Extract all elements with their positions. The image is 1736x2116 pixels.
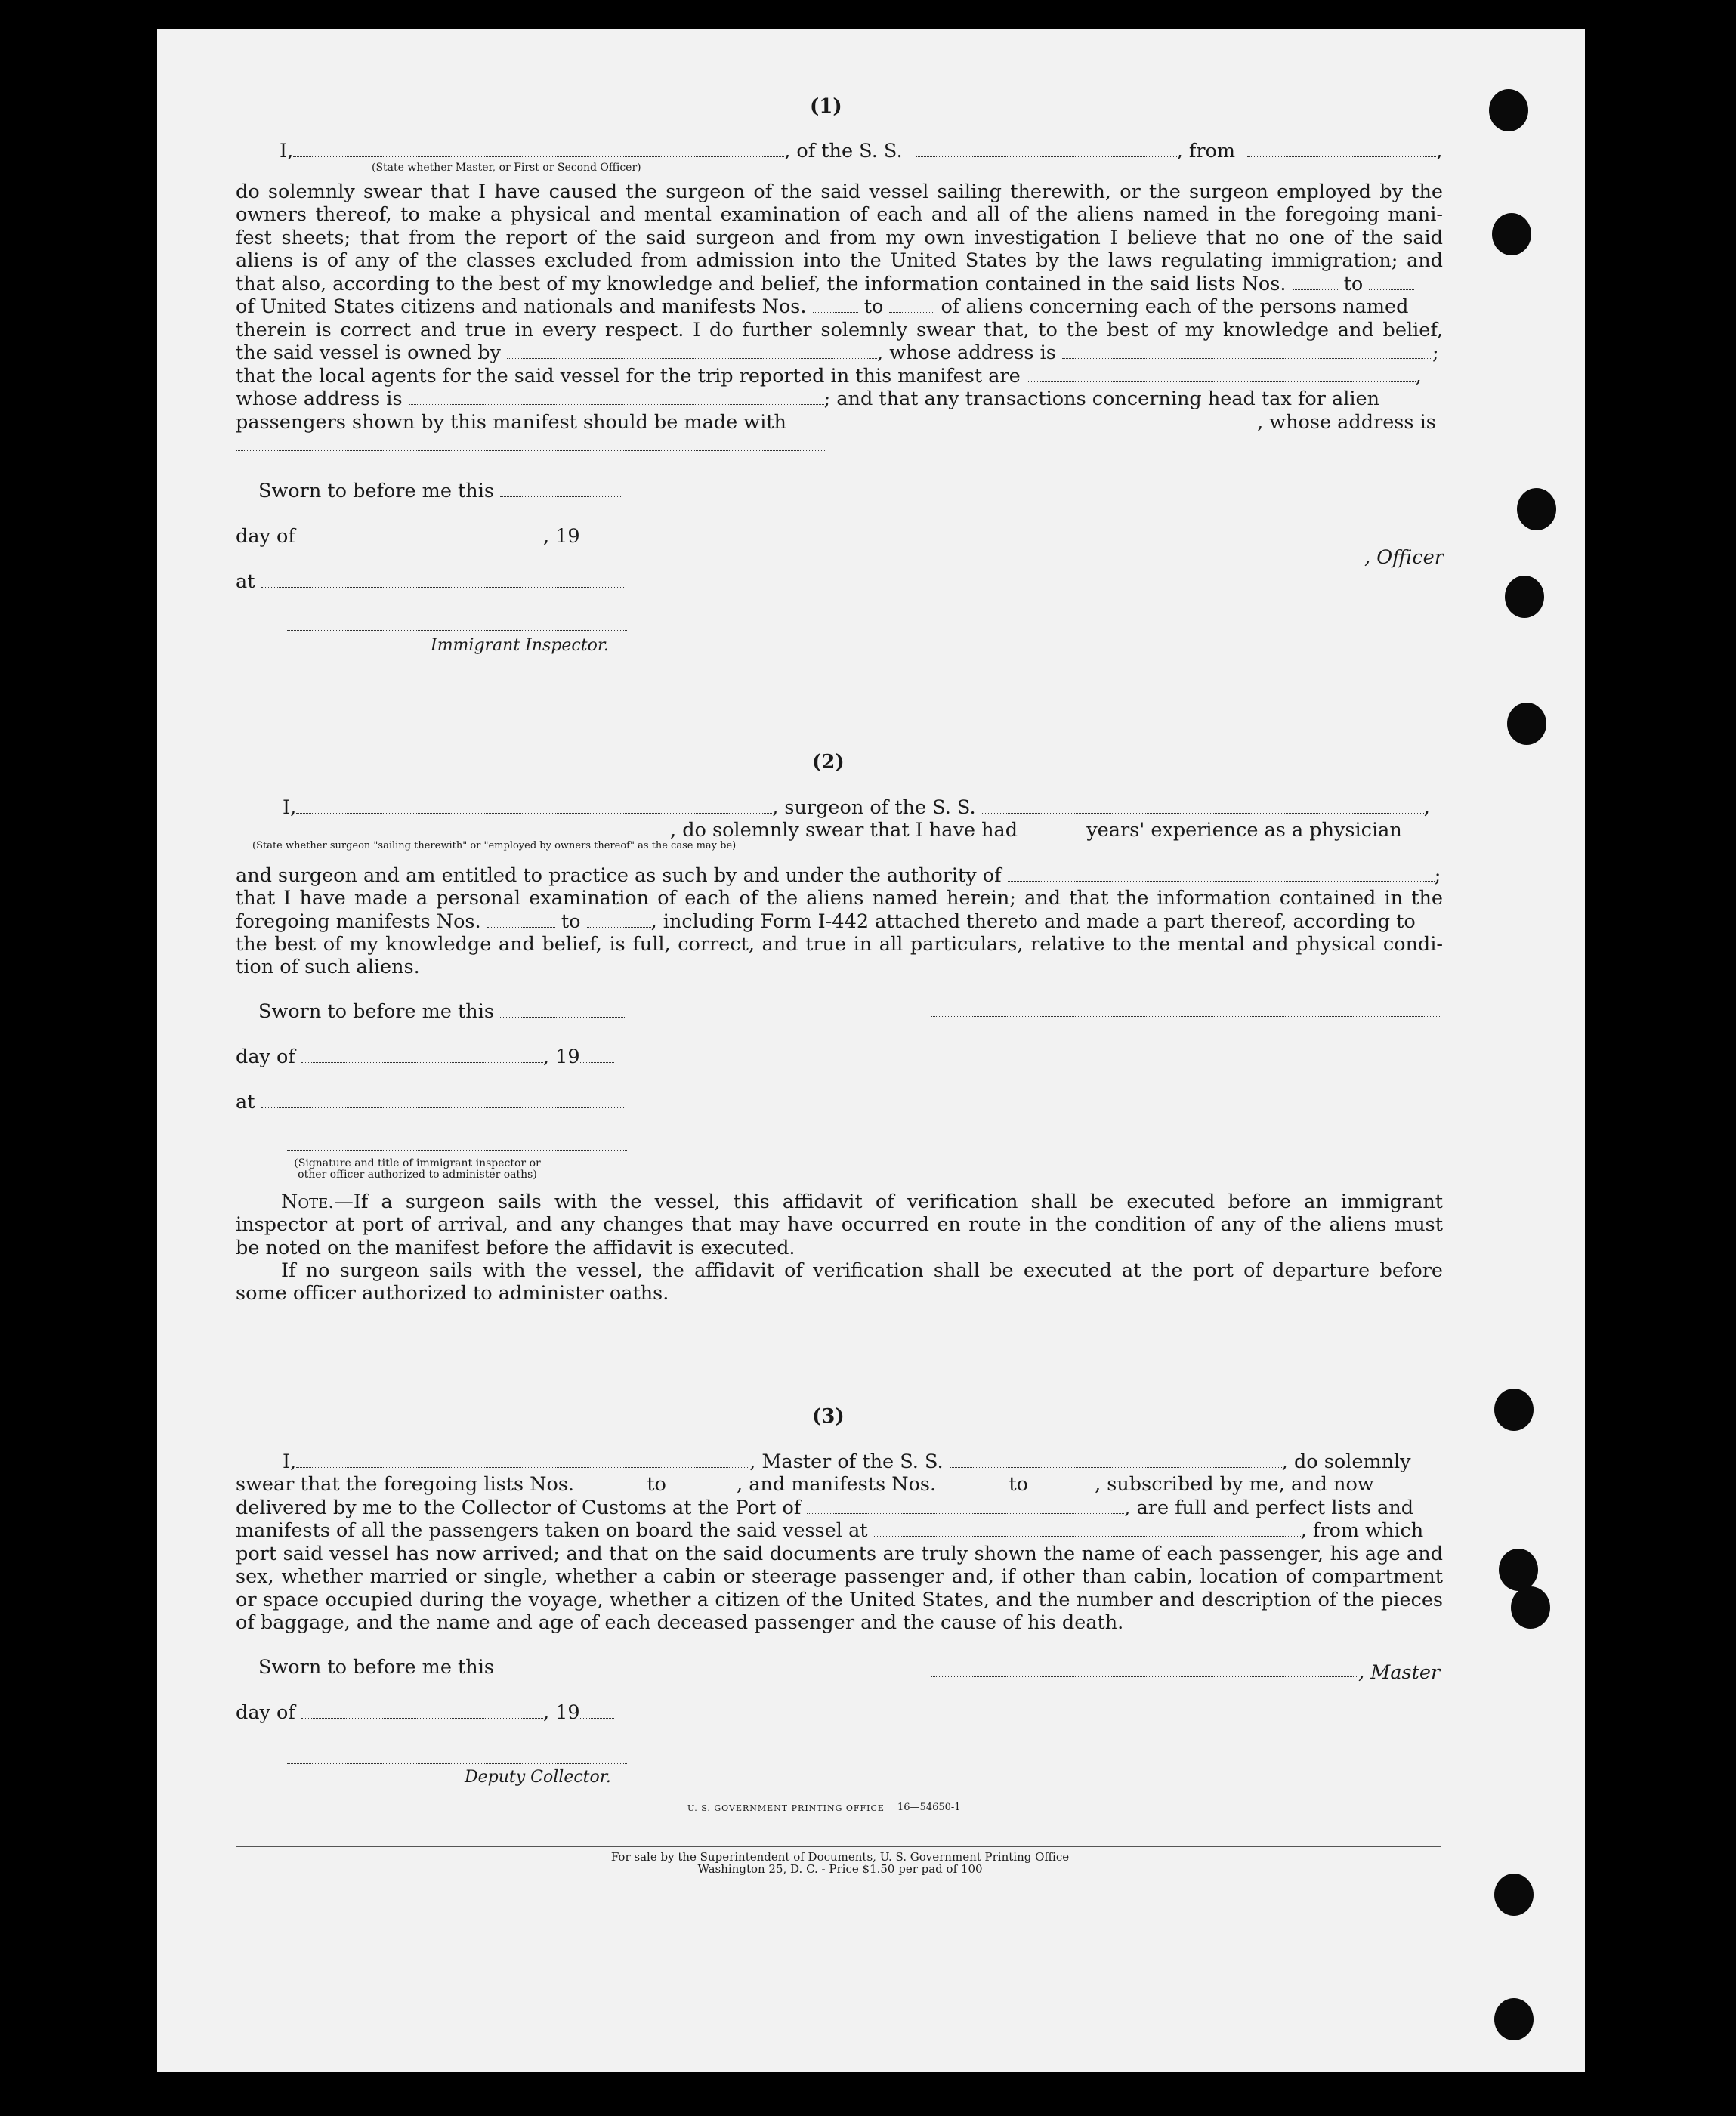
s1-dayof: day of , 19 [236,525,614,548]
form-code: 16—54650-1 [897,1802,961,1813]
s2-month-field[interactable] [301,1047,543,1063]
lists-to-field[interactable] [1369,274,1414,290]
s2-place-field[interactable] [261,1092,624,1108]
s2-sworn-date-field[interactable] [500,1002,625,1018]
s1-month-field[interactable] [301,527,543,542]
s3-body-4: of baggage, and the name and age of each deceased passenger and the cause of his death. [236,1611,1124,1634]
s2-line-2: , do solemnly swear that I have had years' experience as a physician [236,819,1402,842]
agents-address-field[interactable] [409,389,824,405]
s1-officer-label: , Officer [1364,546,1444,569]
section-1-number: (1) [810,95,842,118]
s1-inspector-signature-line[interactable] [287,630,627,631]
surgeon-status-field[interactable] [236,820,670,836]
s1-body-1: do solemnly swear that I have caused the surgeon of the said vessel sailing therewith, or the surgeon employed by the [236,181,1443,203]
s3-master-signature-line[interactable] [931,1676,1358,1677]
punch-hole [1517,488,1556,530]
s2-note-1: Note.—If a surgeon sails with the vessel, this affidavit of verification shall be executed before an immigrant [281,1191,1443,1213]
s1-line-1: I, , of the S. S. , from , [280,140,1443,162]
s2-year-field[interactable] [580,1047,614,1063]
boarding-port-field[interactable] [874,1521,1301,1537]
s3-sworn: Sworn to before me this [258,1656,625,1679]
owner-field[interactable] [507,343,877,359]
footer-rule [236,1846,1441,1847]
punch-hole [1505,576,1544,618]
surgeon-name-field[interactable] [296,798,772,814]
s3-line-1: I, , Master of the S. S. , do solemnly [283,1450,1411,1473]
s1-year-field[interactable] [580,527,614,542]
s1-inspector-label: Immigrant Inspector. [431,636,609,655]
s1-line-7: of United States citizens and nationals and manifests Nos. to of aliens concerning each of the persons named [236,295,1409,318]
s3-lists-to-field[interactable] [672,1475,737,1490]
s3-manifests-to-field[interactable] [1034,1475,1095,1490]
s3-master-label: , Master [1358,1661,1441,1684]
s3-collector-signature-line[interactable] [287,1763,627,1764]
s1-line-6: that also, according to the best of my knowledge and belief, the information contained in the said lists Nos. to [236,273,1414,295]
s2-line-4: that I have made a personal examination of each of the aliens named herein; and that the information contained in the [236,887,1443,910]
lists-from-field[interactable] [1293,274,1338,290]
punch-hole [1494,1998,1534,2040]
s2-inspector-signature-line[interactable] [287,1150,627,1151]
s2-note-4: If no surgeon sails with the vessel, the affidavit of verification shall be executed at the port of departure before [281,1259,1443,1282]
s3-lists-from-field[interactable] [580,1475,641,1490]
s2-signature-note: (Signature and title of immigrant inspector or other officer authorized to administer oaths) [294,1157,541,1181]
s1-place-field[interactable] [261,572,624,588]
s1-body-3: fest sheets; that from the report of the said surgeon and from my own investigation I believe that no one of the said [236,227,1443,249]
punch-hole [1494,1874,1534,1916]
s2-note-3: be noted on the manifest before the affidavit is executed. [236,1237,795,1259]
practice-authority-field[interactable] [1008,866,1435,882]
s1-title-note: (State whether Master, or First or Second Officer) [372,162,641,174]
punch-hole [1492,213,1531,255]
section-3-number: (3) [812,1405,845,1428]
port-field[interactable] [807,1498,1124,1514]
s1-line-10: that the local agents for the said vessel for the trip reported in this manifest are , [236,365,1422,388]
s1-line-8: therein is correct and true in every respect. I do further solemnly swear that, to the best of my knowledge and belief, [236,319,1443,341]
years-experience-field[interactable] [1024,820,1080,836]
s2-line-1: I, , surgeon of the S. S. , [283,796,1430,819]
s2-at: at [236,1091,624,1114]
punch-hole [1499,1549,1538,1591]
gpo-imprint: U. S. GOVERNMENT PRINTING OFFICE [687,1803,885,1813]
vessel-name-field[interactable] [916,141,1177,157]
s3-dayof: day of , 19 [236,1701,614,1724]
s1-line-11: whose address is ; and that any transactions concerning head tax for alien [236,388,1380,410]
from-port-field[interactable] [1247,141,1436,157]
manifests-to-field[interactable] [889,297,934,313]
s3-line-4: manifests of all the passengers taken on board the said vessel at , from which [236,1519,1424,1542]
s3-month-field[interactable] [301,1703,543,1719]
s3-body-2: sex, whether married or single, whether a cabin or steerage passenger and, if other than cabin, location of compartment [236,1565,1443,1588]
local-agents-field[interactable] [1027,366,1416,382]
s3-sworn-date-field[interactable] [500,1657,625,1673]
s2-manifests-from-field[interactable] [487,912,555,928]
s3-body-1: port said vessel has now arrived; and that on the said documents are truly shown the name of each passenger, his age and [236,1543,1443,1565]
s2-dayof: day of , 19 [236,1046,614,1068]
punch-hole [1489,89,1528,131]
s3-collector-label: Deputy Collector. [465,1768,611,1787]
s2-line-6: the best of my knowledge and belief, is full, correct, and true in all particulars, relative to the mental and physical condi- [236,933,1443,956]
s2-manifests-to-field[interactable] [587,912,651,928]
master-name-field[interactable] [296,1452,749,1468]
s2-status-note: (State whether surgeon "sailing therewith" or "employed by owners thereof" as the case may be) [252,840,737,851]
punch-hole [1494,1389,1534,1431]
s2-surgeon-signature-line[interactable] [931,1016,1441,1017]
officer-name-field[interactable] [293,141,784,157]
s1-body-4: aliens is of any of the classes excluded from admission into the United States by the laws regulating immigration; and [236,249,1443,272]
s2-sworn: Sworn to before me this [258,1000,625,1023]
s3-year-field[interactable] [580,1703,614,1719]
s1-line-9: the said vessel is owned by , whose address is ; [236,341,1439,364]
section-2-number: (2) [812,751,845,774]
s1-line-12: passengers shown by this manifest should be made with , whose address is [236,411,1436,434]
s3-line-2: swear that the foregoing lists Nos. to , and manifests Nos. to , subscribed by me, and now [236,1473,1374,1496]
s2-line-3: and surgeon and am entitled to practice as such by and under the authority of ; [236,864,1441,887]
s1-at: at [236,570,624,593]
manifests-from-field[interactable] [813,297,858,313]
s3-vessel-field[interactable] [950,1452,1282,1468]
s2-vessel-field[interactable] [982,798,1424,814]
s2-note-5: some officer authorized to administer oaths. [236,1282,669,1305]
head-tax-contact-field[interactable] [792,412,1257,428]
sale-line-2: Washington 25, D. C. - Price $1.50 per pad of 100 [697,1862,983,1876]
s2-line-7: tion of such aliens. [236,956,420,978]
s1-sworn: Sworn to before me this [258,480,621,502]
s1-sworn-date-field[interactable] [500,481,621,497]
s3-body-3: or space occupied during the voyage, whether a citizen of the United States, and the number and description of the pieces [236,1589,1443,1611]
s2-line-5: foregoing manifests Nos. to , including Form I-442 attached thereto and made a part thereof, according to [236,910,1416,933]
owner-address-field[interactable] [1062,343,1432,359]
s1-body-2: owners thereof, to make a physical and mental examination of each and all of the aliens named in the foregoing mani- [236,203,1443,226]
punch-hole [1511,1586,1550,1629]
head-tax-address-field[interactable] [236,450,825,451]
s2-note-2: inspector at port of arrival, and any changes that may have occurred en route in the condition of any of the aliens must [236,1213,1443,1236]
s3-line-3: delivered by me to the Collector of Customs at the Port of , are full and perfect lists and [236,1497,1414,1519]
s3-manifests-from-field[interactable] [942,1475,1002,1490]
punch-hole [1507,703,1546,745]
sale-line-1: For sale by the Superintendent of Documents, U. S. Government Printing Office [610,1850,1070,1864]
